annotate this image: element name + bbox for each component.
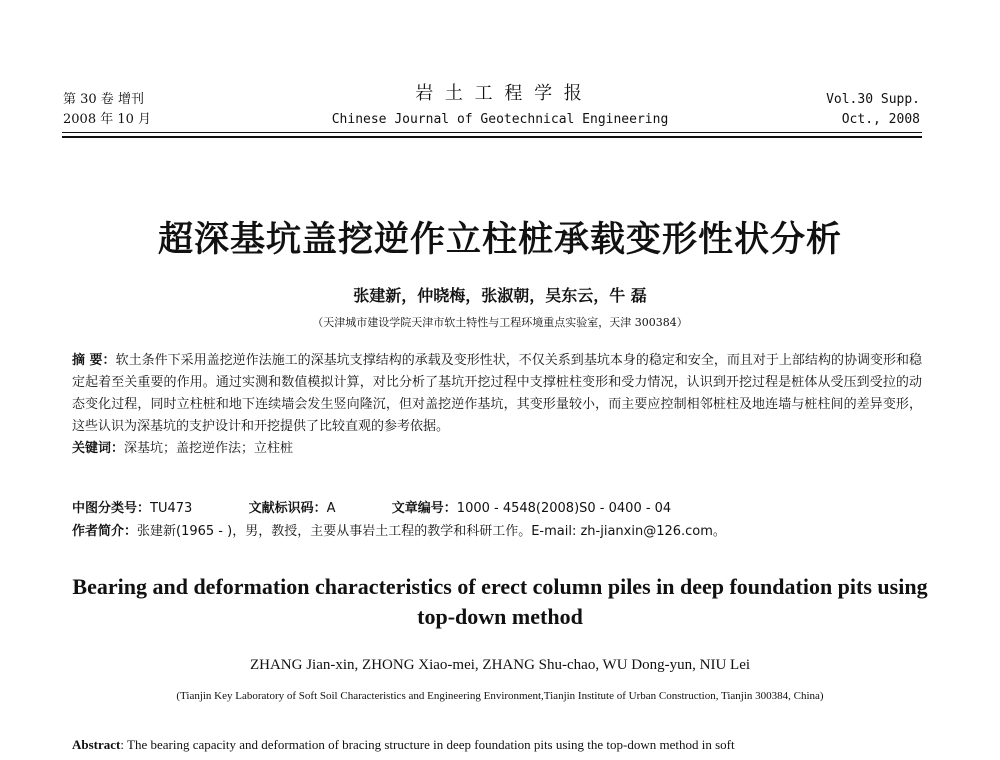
keywords-text-cn: 深基坑；盖挖逆作法；立柱桩 (124, 441, 294, 456)
header-rule-thin (62, 132, 922, 133)
doc-code-label: 文献标识码： (248, 501, 327, 516)
authors-cn: 张建新，仲晓梅，张淑朝，吴东云，牛 磊 (353, 286, 647, 305)
keywords-label-cn: 关键词： (72, 441, 125, 456)
header-rule-thick (62, 136, 922, 138)
bio-text: 张建新(1965 - )，男，教授，主要从事岩土工程的教学和科研工作。E-mail: zh-jianxin@126.com。 (137, 524, 726, 539)
abstract-text-cn: 软土条件下采用盖挖逆作法施工的深基坑支撑结构的承载及变形性状，不仅关系到基坑本身的稳定和安全，而且对于上部结构的协调变形和稳定起着至关重要的作用。通过实测和数值模拟计算，对比分析了基坑开挖过程中支撑桩柱变形和受力情况，认识到开挖过程是桩体从受压到受拉的动态变化过程，同时立柱桩和地下连续墙会发生竖向隆沉，但对盖挖逆作基坑，其变形量较小，而主要应控制相邻桩柱及地连墙与桩柱间的差异变形，这些认识为深基坑的支护设计和开挖提供了比较直观的参考依据。 (72, 353, 922, 434)
affiliation-cn: （天津城市建设学院天津市软土特性与工程环境重点实验室，天津 300384） (312, 316, 688, 329)
bio-label: 作者简介： (72, 524, 138, 539)
clc-label: 中图分类号： (72, 501, 151, 516)
volume-issue-cn: 第 30 卷 增刊 (63, 92, 144, 107)
authors-en: ZHANG Jian-xin, ZHONG Xiao-mei, ZHANG Shu-chao, WU Dong-yun, NIU Lei (249, 657, 751, 673)
abstract-cn (72, 350, 922, 460)
author-bio (72, 520, 726, 539)
article-number-value: 1000 - 4548(2008)S0 - 0400 - 04 (456, 501, 672, 516)
journal-name-en: Chinese Journal of Geotechnical Engineering (331, 112, 669, 127)
abstract-text-en: : The bearing capacity and deformation of bracing structure in deep foundation pits using the top-down method in soft (120, 737, 735, 752)
article-number-label: 文章编号： (391, 501, 457, 516)
doc-code-value: A (326, 501, 336, 516)
abstract-label-en: Abstract (72, 737, 121, 752)
abstract-en (72, 737, 952, 753)
journal-name-cn: 岩 土 工 程 学 报 (415, 83, 585, 104)
clc-value: TU473 (150, 501, 193, 516)
date-en: Oct., 2008 (841, 112, 920, 127)
volume-supp-en: Vol.30 Supp. (826, 92, 920, 107)
article-title-cn: 超深基坑盖挖逆作立柱桩承载变形性状分析 (157, 220, 842, 260)
abstract-label-cn: 摘 要： (72, 353, 116, 368)
article-title-en: Bearing and deformation characteristics of erect column piles in deep foundation pits using top-down method (72, 574, 928, 629)
classification-line (72, 497, 671, 516)
date-cn: 2008 年 10 月 (63, 112, 152, 127)
affiliation-en: (Tianjin Key Laboratory of Soft Soil Characteristics and Engineering Environment,Tianjin Institute of Urban Construction, Tianjin 300384, China) (176, 690, 824, 702)
